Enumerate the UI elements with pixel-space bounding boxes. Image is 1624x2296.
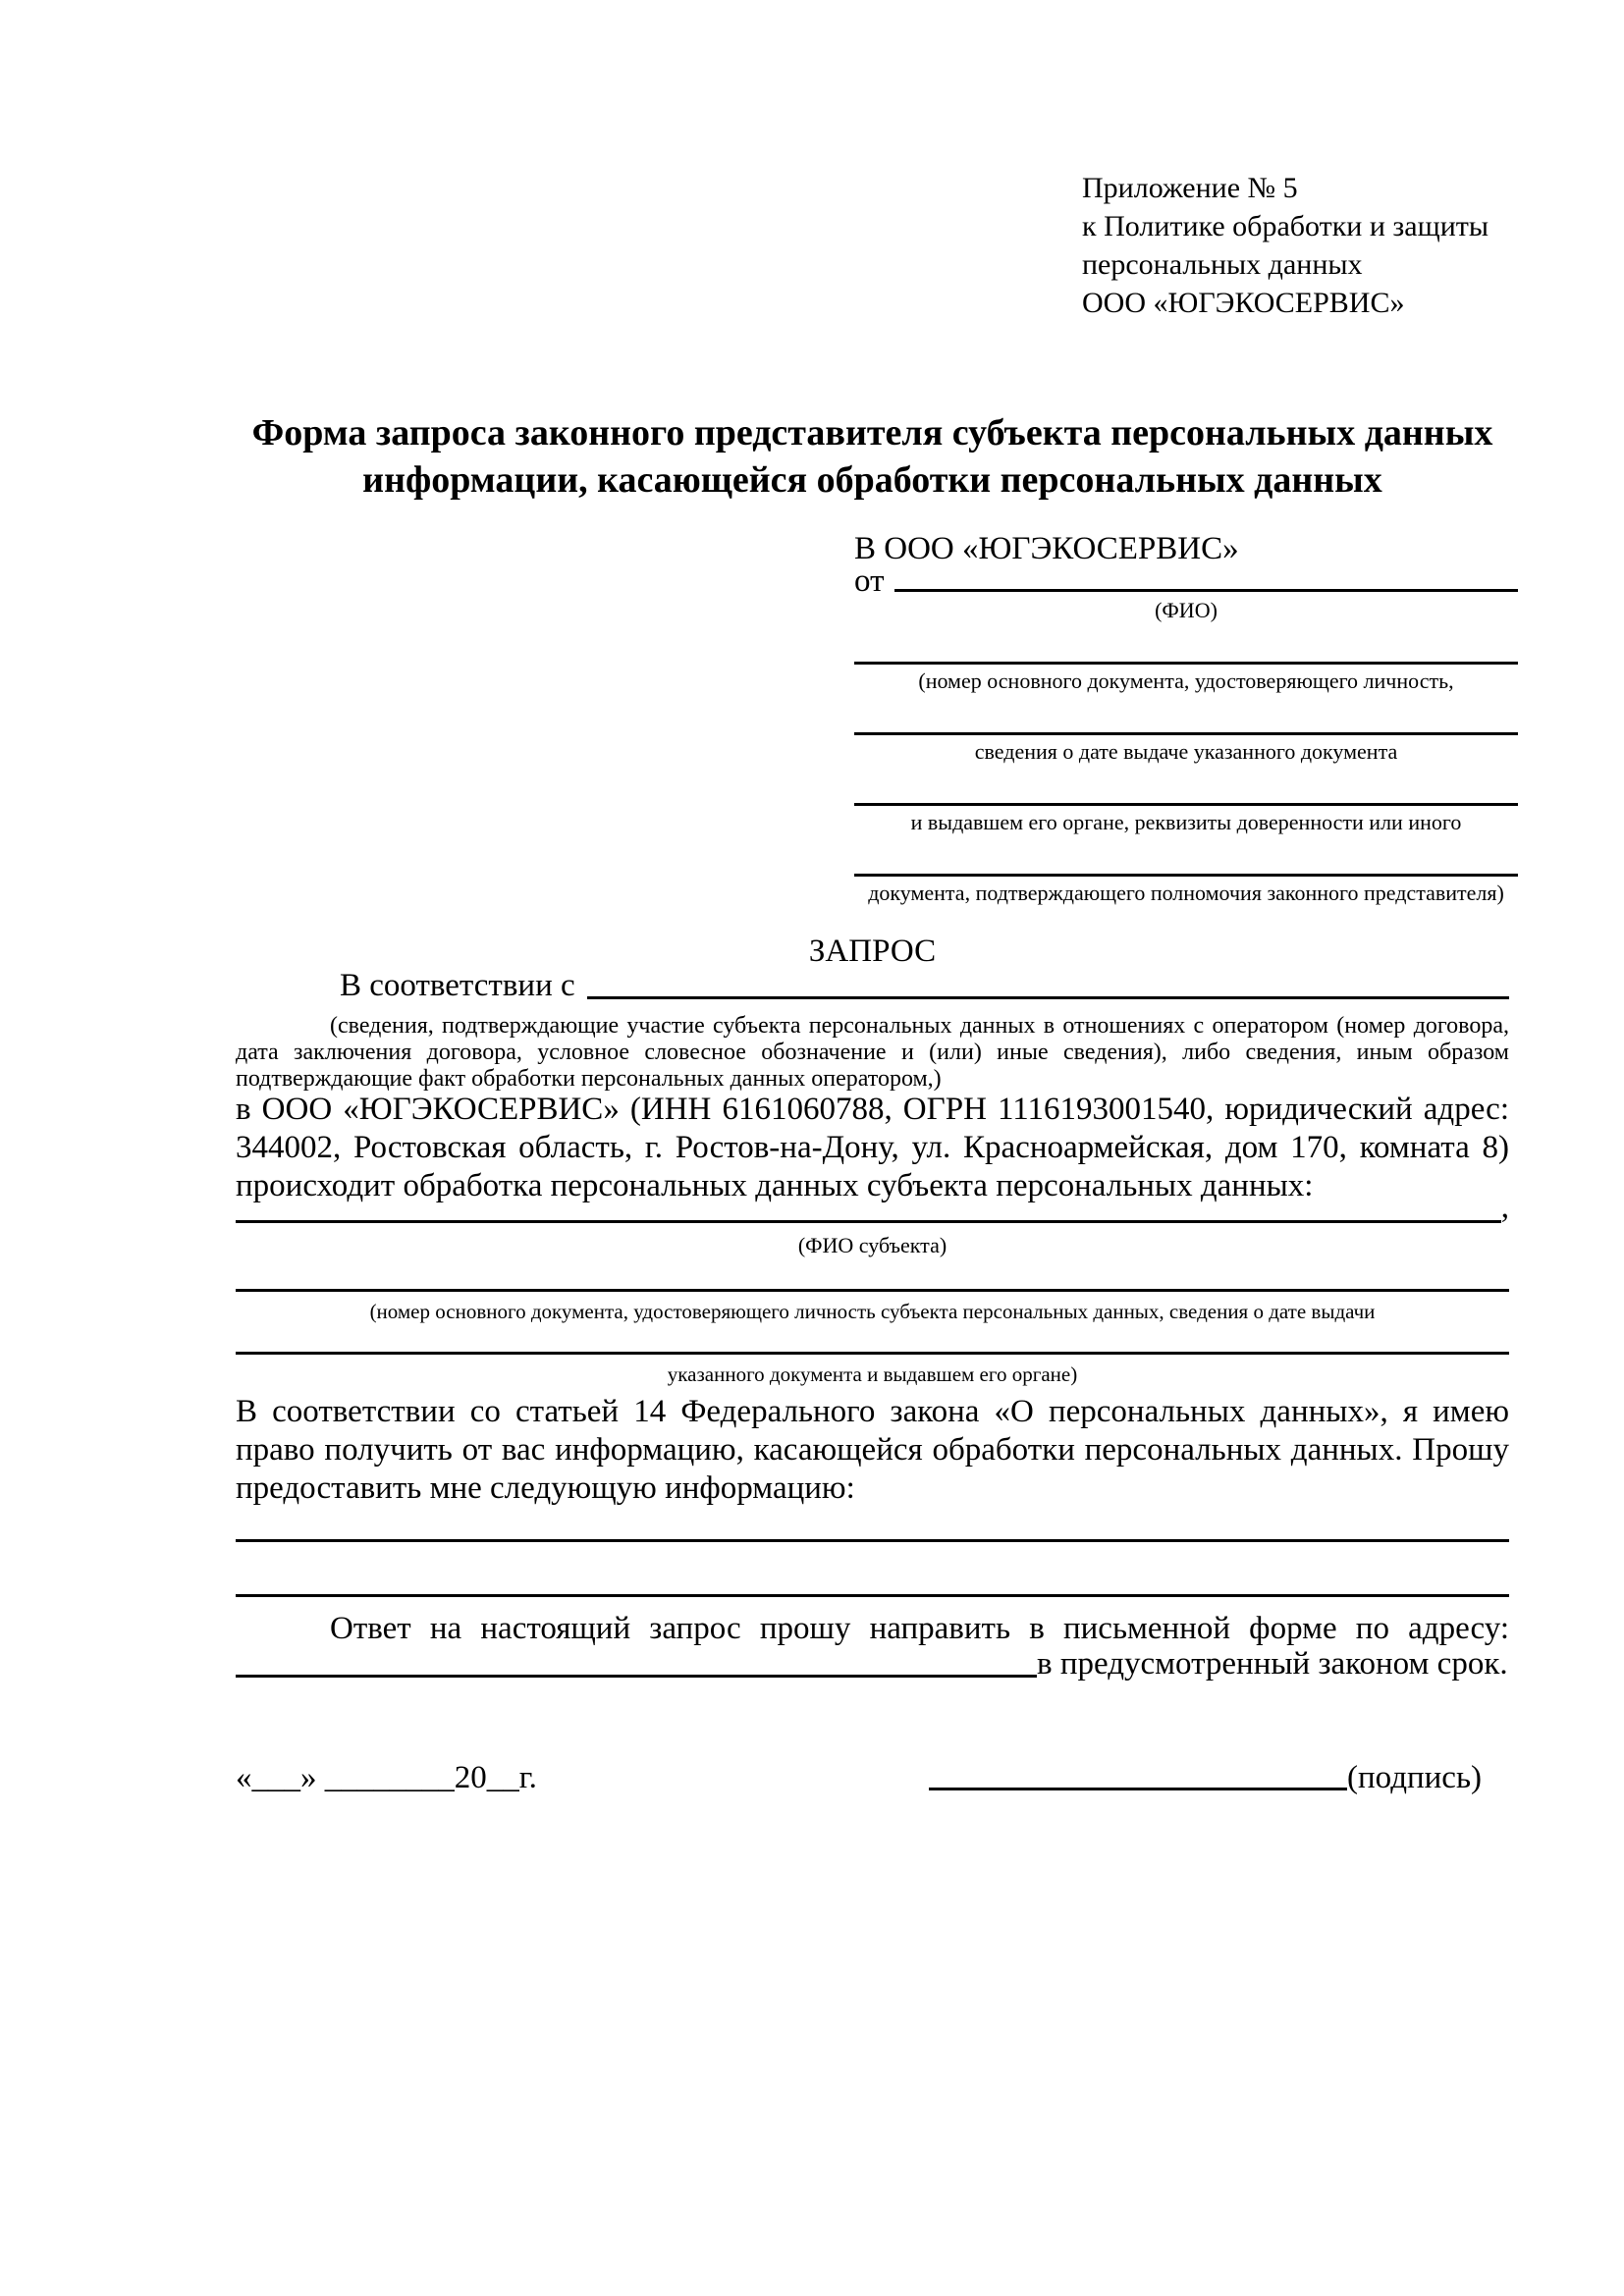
doc-number-blank-line xyxy=(854,662,1518,665)
fio-caption: (ФИО) xyxy=(1155,598,1218,622)
reply-suffix: в предусмотренный законом срок. xyxy=(1037,1646,1508,1682)
subject-fio-blank-line xyxy=(236,1220,1501,1223)
representative-authority-blank-line xyxy=(854,874,1518,877)
subject-doc-blank-line-2 xyxy=(236,1352,1509,1355)
form-title xyxy=(236,409,1509,504)
basis-blank-line xyxy=(587,996,1509,999)
subject-fio-row xyxy=(236,1190,1509,1225)
addressee-block xyxy=(854,531,1518,905)
appendix-line-4: ООО «ЮГЭКОСЕРВИС» xyxy=(1082,287,1405,319)
appendix-header xyxy=(1082,169,1489,322)
footer-row xyxy=(236,1761,1509,1794)
operator-paragraph: в ООО «ЮГЭКОСЕРВИС» (ИНН 6161060788, ОГРН 1116193001540, юридический адрес: 344002, Ростовская область, г. Ростов-на-Дону, ул. Красноармейская, дом 170, комната 8) происходит обработка персональных данных субъекта персональных данных: xyxy=(236,1092,1509,1203)
requested-info-blank-line-1 xyxy=(236,1539,1509,1542)
request-heading: ЗАПРОС xyxy=(808,934,937,969)
appendix-line-1: Приложение № 5 xyxy=(1082,172,1298,204)
subject-fio-caption: (ФИО субъекта) xyxy=(797,1233,947,1257)
addressee-organization: В ООО «ЮГЭКОСЕРВИС» xyxy=(854,531,1239,566)
reply-paragraph: Ответ на настоящий запрос прошу направить в письменной форме по адресу: xyxy=(330,1611,1509,1646)
appendix-line-3: персональных данных xyxy=(1082,248,1363,281)
basis-label: В соответствии с xyxy=(340,968,575,1003)
subject-doc-caption-2: указанного документа и выдавшем его органе) xyxy=(667,1362,1078,1386)
from-row xyxy=(854,563,1518,599)
date-line: «___» ________20__г. xyxy=(236,1760,537,1795)
signature-group xyxy=(929,1761,1482,1794)
issue-date-blank-line xyxy=(854,732,1518,735)
representative-authority-caption: документа, подтверждающего полномочия законного представителя) xyxy=(868,881,1504,905)
issue-date-caption: сведения о дате выдаче указанного документа xyxy=(974,739,1398,764)
subject-doc-blank-line-1 xyxy=(236,1289,1509,1292)
signature-blank-line xyxy=(929,1788,1347,1790)
form-title-line-1: Форма запроса законного представителя субъекта персональных данных xyxy=(251,412,1493,454)
basis-row xyxy=(236,970,1509,1001)
requested-info-blank-line-2 xyxy=(236,1594,1509,1597)
signature-caption: (подпись) xyxy=(1347,1760,1482,1795)
law-paragraph: В соответствии со статьей 14 Федерального закона «О персональных данных», я имею право получить от вас информацию, касающейся обработки персональных данных. Прошу предоставить мне следующую информацию: xyxy=(236,1394,1509,1506)
reply-address-blank-line xyxy=(236,1675,1037,1678)
doc-number-caption: (номер основного документа, удостоверяющего личность, xyxy=(918,668,1454,693)
reply-block xyxy=(236,1610,1509,1680)
from-label: от xyxy=(854,563,885,599)
subject-doc-caption-1: (номер основного документа, удостоверяющего личность субъекта персональных данных, сведения о дате выдачи xyxy=(369,1300,1376,1323)
reply-address-row xyxy=(236,1648,1509,1680)
issuing-authority-blank-line xyxy=(854,803,1518,806)
form-title-line-2: информации, касающейся обработки персональных данных xyxy=(362,459,1382,501)
basis-note: (сведения, подтверждающие участие субъекта персональных данных в отношениях с оператором (номер договора, дата заключения договора, условное словесное обозначение и (или) иные сведения), либо сведения, иным образом подтверждающие факт обработки персональных данных оператором,) xyxy=(236,1013,1509,1092)
subject-line-comma: , xyxy=(1500,1190,1509,1225)
appendix-line-2: к Политике обработки и защиты xyxy=(1082,210,1489,242)
from-name-blank-line xyxy=(894,589,1519,592)
issuing-authority-caption: и выдавшем его органе, реквизиты доверенности или иного xyxy=(910,810,1462,834)
